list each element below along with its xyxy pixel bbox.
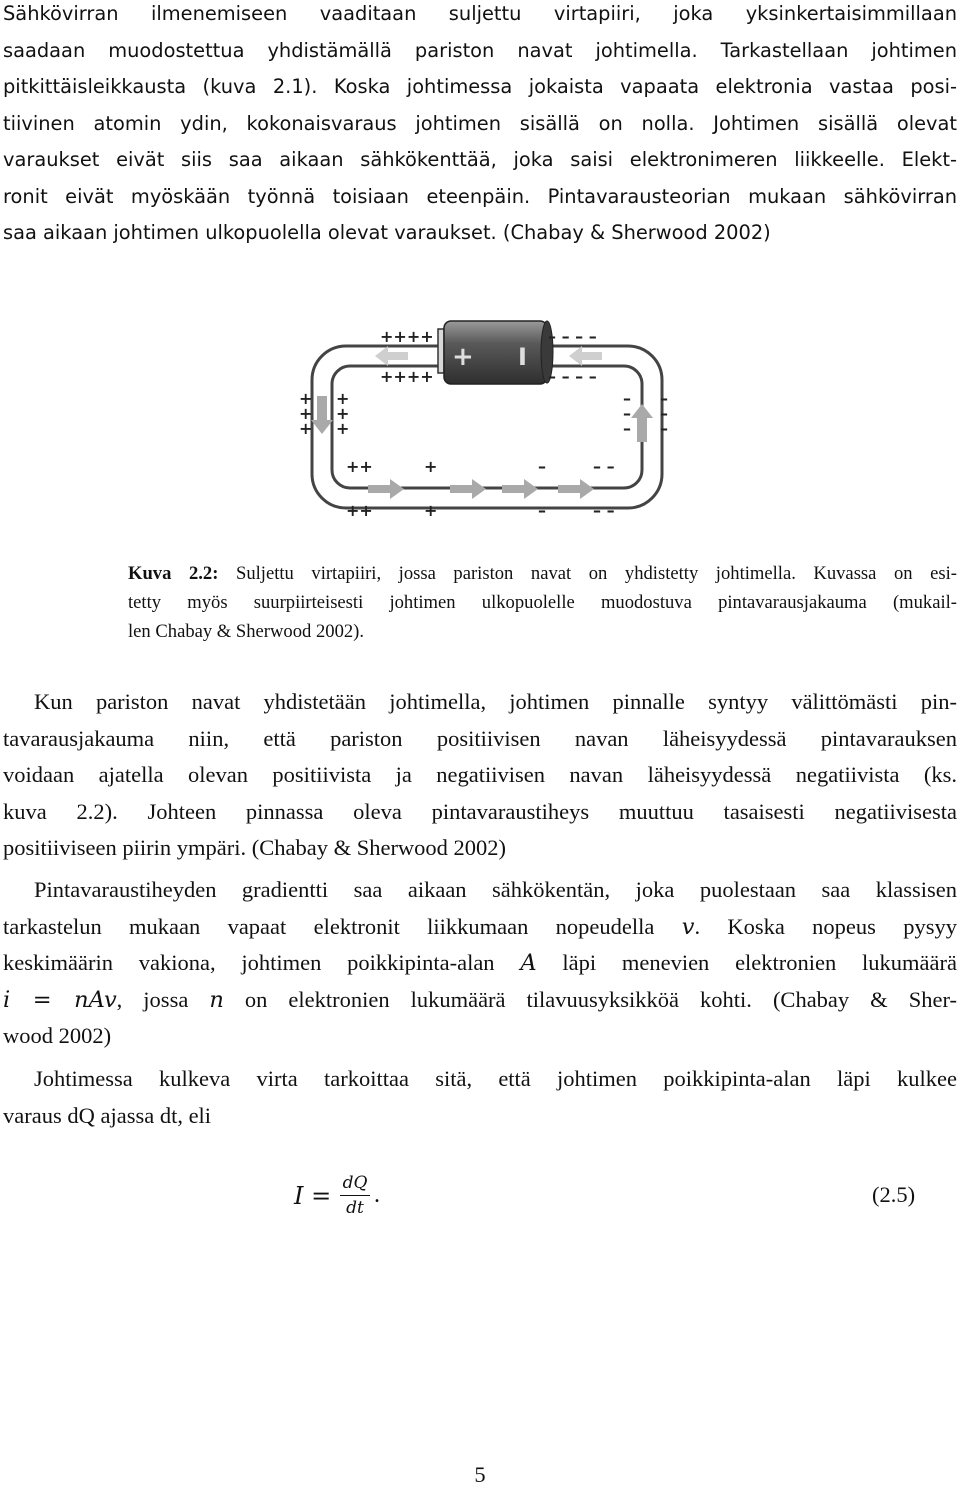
charge-label: –	[623, 404, 631, 423]
text-line: tiivinen atomin ydin, kokonaisvaraus johtimen sisällä on nolla. Johtimen sisällä olevat	[3, 111, 957, 135]
text-fragment: , jossa	[116, 986, 210, 1012]
text-fragment: keskimäärin vakiona, johtimen poikkipinta-alan	[3, 950, 521, 975]
charge-label: +	[299, 389, 313, 408]
math-area: A	[520, 950, 537, 976]
text-line: varaus dQ ajassa dt, eli	[3, 1102, 212, 1128]
paragraph-gradient	[3, 872, 957, 1055]
math-current-formula: i = nAv	[3, 986, 117, 1013]
charge-label: –	[660, 404, 668, 423]
text-fragment: . Koska nopeus pysyy	[694, 913, 958, 939]
arrow-left-icon	[569, 346, 602, 366]
text-line: kuva 2.2). Johteen pinnassa oleva pintavaraustiheys muuttuu tasaisesti negatiivisesta	[3, 798, 957, 824]
equation-number: (2.5)	[872, 1182, 916, 1207]
text-fragment: läpi menevien elektronien lukumäärä	[536, 950, 957, 975]
battery-minus-label: I	[518, 343, 527, 371]
charge-label: –	[623, 389, 631, 408]
charge-label: +	[299, 419, 313, 438]
text-line: Johtimessa kulkeva virta tarkoittaa sitä, että johtimen poikkipinta-alan läpi kulkee	[34, 1066, 957, 1091]
text-line: pitkittäisleikkausta (kuva 2.1). Koska johtimessa jokaista vapaata elektronia vastaa posi-	[3, 75, 957, 98]
math-velocity: v	[681, 913, 695, 940]
charge-label: –	[660, 419, 668, 438]
page-number: 5	[474, 1462, 486, 1487]
charge-label: ++++	[380, 367, 434, 386]
text-line: voidaan ajatella olevan positiivista ja negatiivisen navan läheisyydessä negatiivista (ks.	[3, 762, 957, 787]
text-line: ronit eivät myöskään työnnä toisiaan eteenpäin. Pintavarausteorian mukaan sähkövirran	[3, 184, 957, 208]
arrow-left-icon	[375, 346, 408, 366]
text-fragment: tarkastelun mukaan vapaat elektronit liikkumaan nopeudella	[3, 913, 682, 939]
arrow-right-icon	[368, 479, 404, 499]
text-fragment: on elektronien lukumäärä tilavuusyksikköä kohti. (Chabay & Sher-	[223, 986, 957, 1012]
text-line: varaukset eivät siis saa aikaan sähkökenttää, joka saisi elektronimeren liikkeelle. Elekt-	[3, 148, 957, 171]
equation-period: .	[374, 1182, 380, 1208]
charge-label: – – – –	[548, 367, 597, 386]
circuit-figure	[290, 318, 670, 523]
arrow-right-icon	[558, 479, 594, 499]
charge-label: –	[623, 419, 631, 438]
charge-label: ++	[346, 457, 373, 476]
caption-line: tetty myös suurpiirteisesti johtimen ulkopuolelle muodostuva pintavarausjakauma (mukail-	[128, 592, 957, 613]
charge-label: –	[660, 389, 668, 408]
charge-label: +	[336, 404, 350, 423]
caption-line: len Chabay & Sherwood 2002).	[128, 621, 364, 642]
charge-label: +	[424, 457, 438, 476]
text-line: wood 2002)	[3, 1023, 112, 1048]
charge-label: – – – –	[548, 327, 597, 346]
charge-label: – –	[593, 501, 615, 520]
arrow-up-icon	[631, 404, 653, 442]
caption-line	[128, 559, 957, 588]
paragraph-surface-charge	[3, 684, 957, 867]
equation-2-5	[0, 1170, 960, 1230]
text-line: Kun pariston navat yhdistetään johtimella, johtimen pinnalle syntyy välittömästi pin-	[34, 689, 957, 714]
caption-text: Suljettu virtapiiri, jossa pariston navat on yhdistetty johtimella. Kuvassa on esi-	[235, 563, 957, 584]
text-line	[3, 982, 957, 1019]
charge-label: +	[424, 501, 438, 520]
text-line	[3, 909, 957, 946]
fraction-denominator: dt	[346, 1198, 364, 1218]
charge-label: +	[299, 404, 313, 423]
text-line: saa aikaan johtimen ulkopuolella olevat varaukset. (Chabay & Sherwood 2002)	[3, 221, 771, 244]
charge-label: +	[336, 389, 350, 408]
charge-label: ++++	[380, 327, 434, 346]
fraction-numerator: dQ	[342, 1173, 368, 1193]
arrow-right-icon	[450, 479, 486, 499]
caption-label: Kuva 2.2:	[128, 563, 219, 584]
figure-caption	[128, 559, 957, 646]
fraction-bar	[340, 1195, 370, 1196]
text-line	[3, 945, 957, 982]
equation-fraction	[340, 1172, 370, 1219]
math-density: n	[209, 986, 224, 1013]
paragraph-current-definition	[3, 1061, 957, 1134]
paragraph-intro	[3, 0, 957, 252]
charge-label: –	[538, 501, 546, 520]
charge-label: –	[538, 457, 546, 476]
text-line: Sähkövirran ilmenemiseen vaaditaan suljettu virtapiiri, joka yksinkertaisimmillaan	[3, 2, 957, 25]
equation-lhs: I =	[294, 1182, 332, 1210]
arrow-right-icon	[502, 479, 538, 499]
battery-plus-label: +	[452, 342, 474, 372]
charge-label: ++	[346, 501, 373, 520]
arrow-down-icon	[311, 396, 333, 434]
text-line: positiiviseen piirin ympäri. (Chabay & Sherwood 2002)	[3, 835, 507, 860]
text-line: saadaan muodostettua yhdistämällä pariston navat johtimella. Tarkastellaan johtimen	[3, 38, 957, 62]
charge-label: +	[336, 419, 350, 438]
text-line: Pintavaraustiheyden gradientti saa aikaan sähkökentän, joka puolestaan saa klassisen	[34, 877, 957, 902]
text-line: tavarausjakauma niin, että pariston positiivisen navan läheisyydessä pintavarauksen	[3, 725, 957, 751]
charge-label: – –	[593, 457, 615, 476]
